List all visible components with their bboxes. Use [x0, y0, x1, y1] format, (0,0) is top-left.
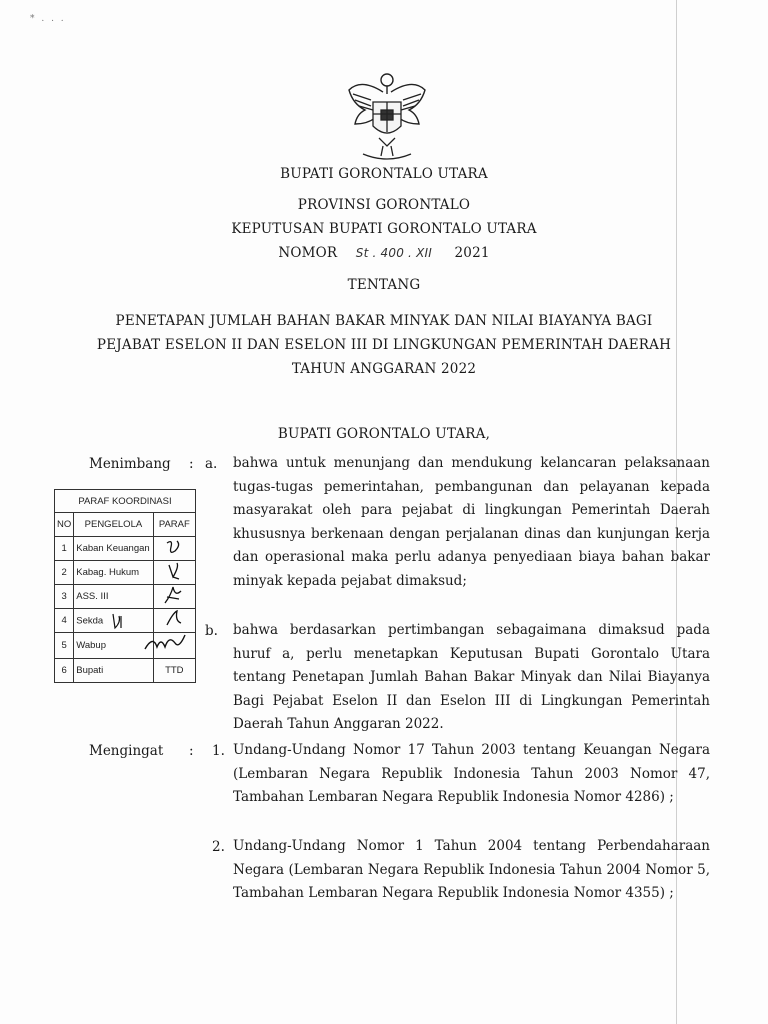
paraf-row-sig: TTD	[153, 659, 195, 683]
paraf-row-sig	[153, 633, 195, 659]
paraf-row-name: Kabag. Hukum	[74, 561, 153, 585]
paraf-row-name: ASS. III	[74, 585, 153, 609]
paraf-header-paraf: PARAF	[153, 513, 195, 537]
title-line-1: PENETAPAN JUMLAH BAHAN BAKAR MINYAK DAN NILAI BIAYANYA BAGI	[115, 313, 653, 329]
paraf-row-no: 4	[55, 609, 74, 633]
paraf-row-sig	[153, 585, 195, 609]
initial-signature	[159, 585, 189, 605]
title-line-2: PEJABAT ESELON II DAN ESELON III DI LINGKUNGAN PEMERINTAH DAERAH	[96, 337, 672, 353]
initial-signature	[143, 633, 187, 655]
issuer-heading: BUPATI GORONTALO UTARA,	[277, 426, 491, 442]
initial-signature	[159, 561, 189, 581]
table-row	[55, 561, 196, 585]
table-row	[55, 585, 196, 609]
header-bupati: BUPATI GORONTALO UTARA	[280, 166, 488, 182]
table-row	[55, 659, 196, 683]
table-row	[55, 537, 196, 561]
nomor-label: NOMOR	[278, 245, 338, 261]
scan-stamp-marks: * . . .	[30, 14, 66, 24]
paraf-row-name: Wabup	[74, 633, 153, 659]
mengingat-item-1: Undang-Undang Nomor 17 Tahun 2003 tentang Keuangan Negara (Lembaran Negara Republik Indonesia Tahun 2003 Nomor 47, Tambahan Lembaran Negara Republik Indonesia Nomor 4286) ;	[233, 742, 710, 806]
initial-signature	[109, 612, 127, 630]
paraf-row-no: 3	[55, 585, 74, 609]
paraf-row-name: Kaban Keuangan	[74, 537, 153, 561]
paraf-row-sig	[153, 537, 195, 561]
initial-signature	[159, 537, 189, 557]
header-province: PROVINSI GORONTALO	[297, 197, 471, 213]
paraf-row-sig	[153, 609, 195, 633]
mengingat-marker-1: 1.	[212, 743, 225, 759]
header-decree: KEPUTUSAN BUPATI GORONTALO UTARA	[231, 221, 537, 237]
paraf-header-no: NO	[55, 513, 74, 537]
initial-signature	[159, 609, 189, 629]
paraf-row-no: 5	[55, 633, 74, 659]
menimbang-marker-b: b.	[205, 623, 218, 639]
mengingat-item-2: Undang-Undang Nomor 1 Tahun 2004 tentang Perbendaharaan Negara (Lembaran Negara Republik Indonesia Tahun 2004 Nomor 5, Tambahan Lembaran Negara Republik Indonesia Nomor 4355) ;	[233, 838, 710, 902]
paraf-table-title: PARAF KOORDINASI	[55, 490, 196, 513]
paraf-row-name	[74, 609, 153, 633]
menimbang-item-b: bahwa berdasarkan pertimbangan sebagaimana dimaksud pada huruf a, perlu menetapkan Keputusan Bupati Gorontalo Utara tentang Penetapan Jumlah Bahan Bakar Minyak dan Nilai Biayanya Bagi Pejabat Eselon II dan Eselon III di Lingkungan Pemerintah Daerah Tahun Anggaran 2022.	[233, 622, 710, 733]
menimbang-colon: :	[189, 456, 194, 472]
table-row	[55, 609, 196, 633]
header-nomor	[0, 245, 768, 261]
menimbang-marker-a: a.	[205, 456, 218, 472]
mengingat-colon: :	[189, 743, 194, 759]
mengingat-marker-2: 2.	[212, 839, 225, 855]
paraf-row-name: Bupati	[74, 659, 153, 683]
header-tentang: TENTANG	[347, 277, 421, 293]
table-row	[55, 633, 196, 659]
mengingat-label: Mengingat	[89, 743, 164, 759]
paraf-row-sig	[153, 561, 195, 585]
garuda-emblem	[343, 70, 431, 162]
menimbang-label: Menimbang	[89, 456, 171, 472]
paraf-row-no: 6	[55, 659, 74, 683]
paraf-header-pengelola: PENGELOLA	[74, 513, 153, 537]
paraf-row-name-text: Sekda	[76, 615, 104, 627]
nomor-handwritten: St . 400 . XII	[355, 246, 432, 260]
paraf-koordinasi-table	[54, 489, 196, 683]
nomor-year: 2021	[454, 245, 490, 261]
paraf-row-no: 1	[55, 537, 74, 561]
title-line-3: TAHUN ANGGARAN 2022	[291, 361, 477, 377]
menimbang-item-a: bahwa untuk menunjang dan mendukung kelancaran pelaksanaan tugas-tugas pemerintahan, pembangunan dan pelayanan kepada masyarakat oleh para pejabat di lingkungan Pemerintah Daerah khususnya berkenaan dengan perjalanan dinas dan kunjungan kerja dan operasional maka perlu adanya penyediaan biaya bahan bakar minyak kepada pejabat dimaksud;	[233, 455, 710, 589]
paraf-row-no: 2	[55, 561, 74, 585]
